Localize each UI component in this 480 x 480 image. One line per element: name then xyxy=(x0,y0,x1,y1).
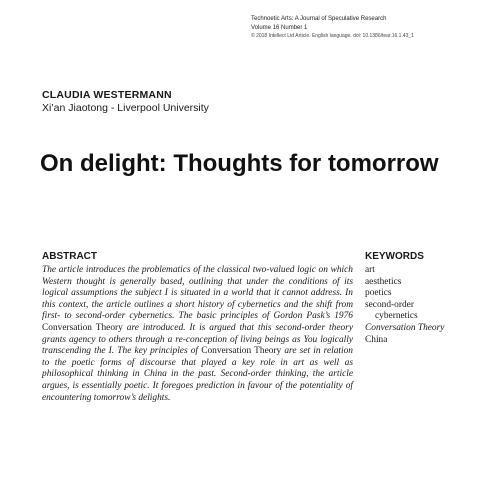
keywords-heading: KEYWORDS xyxy=(365,251,424,262)
keyword-item: second-order xyxy=(365,299,414,310)
abstract-segment-2: Conversation Theory xyxy=(42,322,123,333)
keyword-item: art xyxy=(365,265,375,275)
journal-header xyxy=(251,15,414,41)
abstract-segment-1: The article introduces the problematics of the classical two-valued logic on which Western thought is generally based, outlining that under the conditions of its logical assumptions the subject I is situated in a world that it cannot address. In this context, the article outlines a short history of cybernetics and the shift from first- to second-order cybernetics. The basic principles of Gordon Pask’s 1976 xyxy=(42,265,353,322)
keyword-item: cybernetics xyxy=(375,311,418,322)
keyword-item: Conversation Theory xyxy=(365,322,445,333)
author-name: CLAUDIA WESTERMANN xyxy=(42,89,172,101)
keyword-item: poetics xyxy=(365,288,392,299)
abstract-segment-5: are set in relation to the poetic forms of discourse that played a key role in art as well as philosophical thinking in China in the past. Second-order thinking, the article argues, is essentially poetic. It foregoes prediction in favour of the potentiality of encountering tomorrow’s delights. xyxy=(42,346,353,403)
abstract-heading: ABSTRACT xyxy=(42,251,97,262)
abstract-text xyxy=(42,265,353,404)
article-title: On delight: Thoughts for tomorrow xyxy=(40,150,439,177)
keyword-item: aesthetics xyxy=(365,276,402,287)
author-affiliation: Xi’an Jiaotong - Liverpool University xyxy=(42,102,209,114)
journal-title: Technoetic Arts: A Journal of Speculative Research xyxy=(251,16,387,22)
keyword-item: China xyxy=(365,334,388,345)
keywords-list xyxy=(365,265,444,346)
abstract-segment-4: Conversation Theory xyxy=(201,346,282,357)
abstract-segment-3: are introduced. It is argued that this second-order theory grants agency to others through a re-conception of living beings as You logically transcending the I. The key principles of xyxy=(42,322,353,357)
journal-copyright: © 2018 Intellect Ltd Article. English language. doi: 10.1386/tear.16.1.43_1 xyxy=(251,33,414,39)
journal-volume: Volume 16 Number 1 xyxy=(251,24,308,31)
